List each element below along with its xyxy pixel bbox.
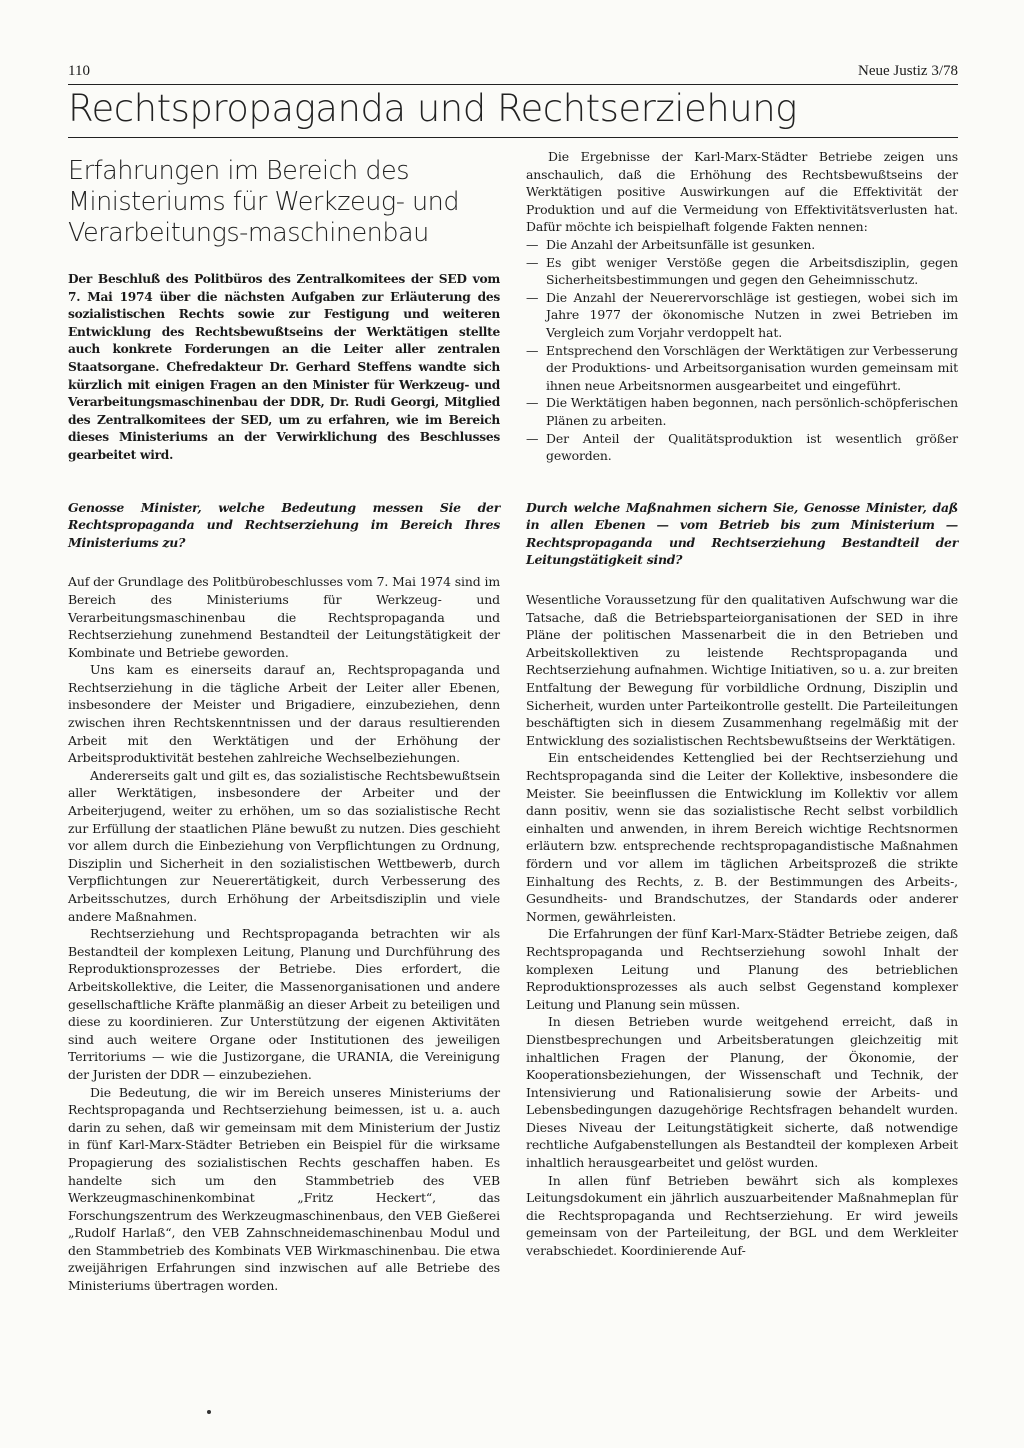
answer-paragraph: Die Erfahrungen der fünf Karl-Marx-Städter Betriebe zeigen, daß Rechtspropaganda und Rechtserziehung sowohl Inhalt der komplexen Leitung und Planung des betrieblichen Reproduktionsprozesses als auch selbst Gegenstand komplexer Leitung und Planung sein müssen. [526,926,958,1012]
list-item [526,430,958,465]
list-item [526,236,958,254]
right-column [526,148,958,1295]
list-item-text: Die Werktätigen haben begonnen, nach persönlich-schöpferischen Plänen zu arbeiten. [546,395,958,428]
dash-icon: — [526,430,539,446]
list-item-text: Die Anzahl der Arbeitsunfälle ist gesunken. [546,236,816,252]
answer-paragraph: Andererseits galt und gilt es, das sozialistische Rechtsbewußtsein aller Werktätigen, insbesondere der Arbeiter und der Arbeiterjugend, weiter zu erhöhen, um so das sozialistische Recht zur Erfüllung der staatlichen Pläne bewußt zu nutzen. Dies geschieht vor allem durch die Einbeziehung von Verpflichtungen zu Ordnung, Disziplin und Sicherheit in den sozialistischen Wettbewerb, durch Verpflichtungen zur Neuerertätigkeit, durch Verbesserung des Arbeitsschutzes, durch Erhöhung der Arbeitsdisziplin und viele andere Maßnahmen. [68,767,500,924]
answer-paragraph: In diesen Betrieben wurde weitgehend erreicht, daß in Dienstbesprechungen und Arbeitsberatungen gleichzeitig mit inhaltlichen Fragen der Planung, der Ökonomie, der Kooperationsbeziehungen, der Wissenschaft und Technik, der Intensivierung und Rationalisierung sowie der Arbeits- und Lebensbedingungen dazugehörige Rechtsfragen behandelt wurden. Dieses Niveau der Leitungstätigkeit sicherte, daß notwendige rechtliche Aufgabenstellungen als Bestandteil der komplexen Arbeit inhaltlich herausgearbeitet und gelöst wurden. [526,1014,958,1171]
section-rule [68,137,958,138]
dash-icon: — [526,236,539,252]
print-speck [207,1410,211,1414]
answer-paragraph: Uns kam es einerseits darauf an, Rechtspropaganda und Rechtserziehung in die tägliche Arbeit der Leiter aller Ebenen, insbesondere der Meister und Brigadiere, einzubeziehen, denn zwischen ihren Rechtskenntnissen und der daraus resultierenden Arbeit mit den Werktätigen und der Erhöhung der Arbeitsproduktivität bestehen zahlreiche Wechselbeziehungen. [68,662,500,766]
page-number: 110 [68,63,90,79]
list-item-text: Die Anzahl der Neuerervorschläge ist gestiegen, wobei sich im Jahre 1977 der ökonomische Nutzen in zwei Betrieben im Vergleich zum Vorjahr verdoppelt hat. [546,289,958,340]
dash-icon: — [526,395,539,411]
list-item [526,394,958,429]
article-body [68,148,958,1295]
running-head [68,62,958,80]
list-item-text: Entsprechend den Vorschlägen der Werktätigen zur Verbesserung der Produktions- und Arbeitsorganisation wurden gemeinsam mit ihnen neue Arbeitsnormen ausgearbeitet und eingeführt. [546,342,958,393]
article-title: Erfahrungen im Bereich des Ministeriums für Werkzeug- und Verarbeitungs-maschinenbau [68,156,460,248]
list-item [526,342,958,395]
section-title: Rechtspropaganda und Rechtserziehung [68,87,797,130]
answer-paragraph: Die Bedeutung, die wir im Bereich unseres Ministeriums der Rechtspropaganda und Rechtserziehung beimessen, ist u. a. auch darin zu sehen, daß wir gemeinsam mit dem Ministerium der Justiz in fünf Karl-Marx-Städter Betrieben ein Beispiel für die wirksame Propagierung des sozialistischen Rechts geschaffen haben. Es handelte sich um den Stammbetrieb des VEB Werkzeugmaschinenkombinat „Fritz Heckert“, das Forschungszentrum des Werkzeugmaschinenbaus, den VEB Gießerei „Rudolf Harlaß“, den VEB Zahnschneidemaschinenbau Modul und den Stammbetrieb des Kombinats VEB Wirkmaschinenbau. Die etwa zweijährigen Erfahrungen sind inzwischen auf alle Betriebe des Ministeriums übertragen worden. [68,1084,500,1294]
dash-icon: — [526,254,539,270]
interview-question-1: Genosse Minister, welche Bedeutung messen Sie der Rechtspropaganda und Rechtserziehung im Bereich Ihres Ministeriums zu? [68,499,500,550]
facts-list [526,236,958,465]
results-intro: Die Ergebnisse der Karl-Marx-Städter Betriebe zeigen uns anschaulich, daß die Erhöhung des Rechtsbewußtseins der Werktätigen positive Auswirkungen auf die Effektivität der Produktion und auf die Vermeidung von Effektivitätsverlusten hat. Dafür möchte ich beispielhaft folgende Fakten nennen: [526,149,958,235]
answer-paragraph: Auf der Grundlage des Politbürobeschlusses vom 7. Mai 1974 sind im Bereich des Ministeriums für Werkzeug- und Verarbeitungsmaschinenbau die Rechtspropaganda und Rechtserziehung zunehmend Bestandteil der Leitungstätigkeit der Kombinate und Betriebe geworden. [68,574,500,660]
list-item-text: Es gibt weniger Verstöße gegen die Arbeitsdisziplin, gegen Sicherheitsbestimmungen und gegen den Geheimnisschutz. [546,254,958,288]
interview-question-2: Durch welche Maßnahmen sichern Sie, Genosse Minister, daß in allen Ebenen — vom Betrieb bis zum Ministerium — Rechtspropaganda und Rechtserziehung Bestandteil der Leitungstätigkeit sind? [526,499,958,568]
left-column [68,148,500,1295]
dash-icon: — [526,342,539,358]
list-item-text: Der Anteil der Qualitätsproduktion ist wesentlich größer geworden. [546,430,958,464]
list-item [526,289,958,342]
answer-paragraph: Rechtserziehung und Rechtspropaganda betrachten wir als Bestandteil der komplexen Leitung, Planung und Durchführung des Reproduktionsprozesses der Betriebe. Dies erfordert, die Arbeitskollektive, die Leiter, die Massenorganisationen und andere gesellschaftliche Kräfte planmäßig an dieser Arbeit zu beteiligen und diese zu koordinieren. Zur Unterstützung der eigenen Aktivitäten sind auch weitere Organe oder Institutionen des jeweiligen Territoriums — wie die Justizorgane, die URANIA, die Vereinigung der Juristen der DDR — einzubeziehen. [68,926,500,1082]
journal-issue: Neue Justiz 3/78 [858,63,958,79]
list-item [526,254,958,289]
answer-paragraph: In allen fünf Betrieben bewährt sich als komplexes Leitungsdokument ein jährlich auszuarbeitender Maßnahmeplan für die Rechtspropaganda und Rechtserziehung. Er wird jeweils gemeinsam von der Parteileitung, der BGL und dem Werkleiter verabschiedet. Koordinierende Auf- [526,1172,958,1259]
answer-paragraph: Wesentliche Voraussetzung für den qualitativen Aufschwung war die Tatsache, daß die Betriebsparteiorganisationen der SED in ihre Pläne der politischen Massenarbeit die in den Betrieben und Arbeitskollektiven zu leistende Rechtspropaganda und Rechtserziehung aufnahmen. Wichtige Initiativen, so u. a. zur breiten Entfaltung der Bewegung für vorbildliche Ordnung, Disziplin und Sicherheit, wurden unter Parteikontrolle gestellt. Die Parteileitungen beschäftigten sich in diesem Zusammenhang regelmäßig mit der Entwicklung des sozialistischen Rechtsbewußtseins der Werktätigen. [526,592,958,748]
answer-paragraph: Ein entscheidendes Kettenglied bei der Rechtserziehung und Rechtspropaganda sind die Leiter der Kollektive, insbesondere die Meister. Sie beeinflussen die Entwicklung im Kollektiv vor allem dann positiv, wenn sie das sozialistische Recht selbst vorbildlich einhalten und anwenden, in ihrem Bereich wichtige Rechtsnormen erläutern bzw. entsprechende rechtspropagandistische Maßnahmen fördern und vor allem im täglichen Arbeitsprozeß die strikte Einhaltung des Rechts, z. B. der Bestimmungen des Arbeits-, Gesundheits- und Brandschutzes, der Standards oder anderer Normen, gewährleisten. [526,750,958,924]
dash-icon: — [526,289,539,305]
lead-paragraph: Der Beschluß des Politbüros des Zentralkomitees der SED vom 7. Mai 1974 über die nächsten Aufgaben zur Erläuterung des sozialistischen Rechts sowie zur Festigung und weiteren Entwicklung des Rechtsbewußtseins der Werktätigen stellte auch konkrete Forderungen an die Leiter aller zentralen Staatsorgane. Chefredakteur Dr. Gerhard Steffens wandte sich kürzlich mit einigen Fragen an den Minister für Werkzeug- und Verarbeitungsmaschinenbau der DDR, Dr. Rudi Georgi, Mitglied des Zentralkomitees der SED, um zu erfahren, wie im Bereich dieses Ministeriums an der Verwirklichung des Beschlusses gearbeitet wird. [68,272,500,462]
